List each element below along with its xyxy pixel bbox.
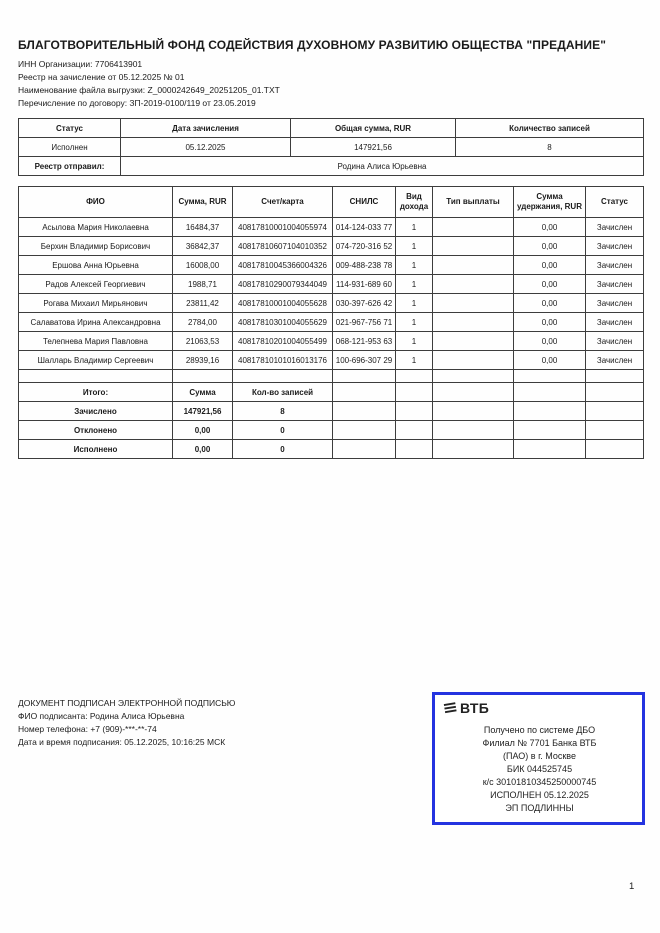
contract-line: Перечисление по договору: ЗП-2019-0100/119 от 23.05.2019 [18,98,256,108]
empty-cell [586,402,644,421]
cell-income-type: 1 [396,332,433,351]
signing-datetime-line: Дата и время подписания: 05.12.2025, 10:16:25 МСК [18,737,226,747]
cell-snils: 074-720-316 52 [333,237,396,256]
col-fio: ФИО [19,187,173,218]
cell-account: 40817810201004055499 [233,332,333,351]
stamp-line: (ПАО) в г. Москве [503,751,576,761]
stamp-line: Филиал № 7701 Банка ВТБ [482,738,597,748]
summary-value-row [19,138,644,157]
signature-title: ДОКУМЕНТ ПОДПИСАН ЭЛЕКТРОННОЙ ПОДПИСЬЮ [18,698,236,708]
totals-row-executed [19,440,644,459]
cell-status: Зачислен [586,275,644,294]
empty-cell [19,370,173,383]
sender-value: Родина Алиса Юрьевна [121,157,644,176]
organization-title: БЛАГОТВОРИТЕЛЬНЫЙ ФОНД СОДЕЙСТВИЯ ДУХОВНОМУ РАЗВИТИЮ ОБЩЕСТВА "ПРЕДАНИЕ" [18,38,607,52]
empty-cell [514,421,586,440]
cell-income-type: 1 [396,313,433,332]
empty-cell [396,421,433,440]
cell-account: 40817810001004055974 [233,218,333,237]
cell-sum: 36842,37 [173,237,233,256]
empty-cell [333,402,396,421]
summary-date: 05.12.2025 [121,138,291,157]
totals-header-row [19,383,644,402]
totals-row-count: 0 [233,440,333,459]
cell-snils: 030-397-626 42 [333,294,396,313]
cell-sum: 16484,37 [173,218,233,237]
empty-cell [514,440,586,459]
col-account: Счет/карта [233,187,333,218]
page-number: 1 [629,881,635,892]
totals-row-sum: 0,00 [173,421,233,440]
col-withhold: Сумма удержания, RUR [514,187,586,218]
cell-withhold: 0,00 [514,351,586,370]
cell-account: 40817810290079344049 [233,275,333,294]
totals-row-rejected [19,421,644,440]
totals-row-sum: 0,00 [173,440,233,459]
summary-count: 8 [456,138,644,157]
col-sum: Сумма, RUR [173,187,233,218]
summary-sender-row [19,157,644,176]
totals-col-sum: Сумма [173,383,233,402]
cell-fio: Телепнева Мария Павловна [19,332,173,351]
empty-cell [514,402,586,421]
cell-snils: 014-124-033 77 [333,218,396,237]
register-table [18,186,644,459]
inn-line: ИНН Организации: 7706413901 [18,59,143,69]
totals-row-sum: 147921,56 [173,402,233,421]
summary-status: Исполнен [19,138,121,157]
totals-row-label: Зачислено [19,402,173,421]
stamp-text [443,724,636,815]
cell-status: Зачислен [586,313,644,332]
cell-payment-type [433,218,514,237]
empty-cell [433,440,514,459]
table-row [19,351,644,370]
cell-sum: 2784,00 [173,313,233,332]
empty-cell [433,421,514,440]
col-payment-type: Тип выплаты [433,187,514,218]
totals-row-label: Отклонено [19,421,173,440]
cell-withhold: 0,00 [514,237,586,256]
col-status: Статус [586,187,644,218]
empty-cell [586,383,644,402]
register-header-row [19,187,644,218]
empty-cell [433,370,514,383]
col-income-type: Вид дохода [396,187,433,218]
summary-table [18,118,644,176]
cell-payment-type [433,332,514,351]
cell-payment-type [433,256,514,275]
cell-fio: Салаватова Ирина Александровна [19,313,173,332]
cell-sum: 23811,42 [173,294,233,313]
cell-status: Зачислен [586,332,644,351]
cell-income-type: 1 [396,351,433,370]
cell-withhold: 0,00 [514,294,586,313]
cell-withhold: 0,00 [514,275,586,294]
col-snils: СНИЛС [333,187,396,218]
table-row [19,332,644,351]
stamp-line: БИК 044525745 [506,764,573,774]
totals-label: Итого: [19,383,173,402]
cell-status: Зачислен [586,256,644,275]
vtb-bank-stamp [432,692,645,825]
table-row [19,256,644,275]
cell-income-type: 1 [396,218,433,237]
cell-payment-type [433,351,514,370]
summary-total: 147921,56 [291,138,456,157]
empty-cell [514,383,586,402]
cell-sum: 1988,71 [173,275,233,294]
cell-account: 40817810001004055628 [233,294,333,313]
table-row [19,294,644,313]
cell-sum: 16008,00 [173,256,233,275]
summary-header-date: Дата зачисления [121,119,291,138]
empty-cell [333,383,396,402]
cell-payment-type [433,275,514,294]
cell-status: Зачислен [586,294,644,313]
empty-cell [233,370,333,383]
cell-withhold: 0,00 [514,313,586,332]
cell-income-type: 1 [396,275,433,294]
empty-cell [396,370,433,383]
cell-fio: Асылова Мария Николаевна [19,218,173,237]
vtb-logo-text: ВТБ [460,700,490,716]
cell-withhold: 0,00 [514,256,586,275]
cell-payment-type [433,313,514,332]
cell-snils: 009-488-238 78 [333,256,396,275]
totals-row-label: Исполнено [19,440,173,459]
table-row [19,275,644,294]
cell-income-type: 1 [396,294,433,313]
cell-account: 40817810045366004326 [233,256,333,275]
sender-label: Реестр отправил: [19,157,121,176]
vtb-wing-icon [443,700,459,719]
cell-withhold: 0,00 [514,332,586,351]
table-row [19,237,644,256]
empty-cell [433,383,514,402]
cell-fio: Рогава Михаил Мирьянович [19,294,173,313]
cell-withhold: 0,00 [514,218,586,237]
cell-status: Зачислен [586,218,644,237]
empty-cell [396,402,433,421]
summary-header-status: Статус [19,119,121,138]
stamp-line: ЭП ПОДЛИННЫ [505,803,574,813]
summary-header-total: Общая сумма, RUR [291,119,456,138]
empty-cell [333,421,396,440]
totals-row-credited [19,402,644,421]
empty-cell [514,370,586,383]
spacer-row [19,370,644,383]
empty-cell [396,440,433,459]
empty-cell [586,421,644,440]
cell-income-type: 1 [396,256,433,275]
cell-fio: Ершова Анна Юрьевна [19,256,173,275]
cell-snils: 068-121-953 63 [333,332,396,351]
empty-cell [333,440,396,459]
cell-status: Зачислен [586,237,644,256]
empty-cell [586,370,644,383]
stamp-line: Получено по системе ДБО [483,725,596,735]
cell-payment-type [433,294,514,313]
summary-header-count: Количество записей [456,119,644,138]
summary-header-row [19,119,644,138]
registry-line: Реестр на зачисление от 05.12.2025 № 01 [18,72,185,82]
cell-account: 40817810607104010352 [233,237,333,256]
vtb-logo [443,700,636,718]
empty-cell [586,440,644,459]
cell-fio: Берхин Владимир Борисович [19,237,173,256]
cell-fio: Радов Алексей Георгиевич [19,275,173,294]
cell-fio: Шалларь Владимир Сергеевич [19,351,173,370]
cell-sum: 28939,16 [173,351,233,370]
table-row [19,313,644,332]
signer-phone-line: Номер телефона: +7 (909)-***-**-74 [18,724,157,734]
cell-snils: 114-931-689 60 [333,275,396,294]
totals-row-count: 0 [233,421,333,440]
empty-cell [173,370,233,383]
file-line: Наименование файла выгрузки: Z_0000242649_20251205_01.TXT [18,85,280,95]
empty-cell [333,370,396,383]
totals-col-count: Кол-во записей [233,383,333,402]
cell-sum: 21063,53 [173,332,233,351]
signature-block [18,697,235,749]
empty-cell [396,383,433,402]
document-content [18,38,643,459]
empty-cell [433,402,514,421]
cell-account: 40817810101016013176 [233,351,333,370]
cell-snils: 100-696-307 29 [333,351,396,370]
signer-name-line: ФИО подписанта: Родина Алиса Юрьевна [18,711,185,721]
stamp-line: ИСПОЛНЕН 05.12.2025 [490,790,589,800]
stamp-line: к/с 30101810345250000745 [482,777,597,787]
table-row [19,218,644,237]
cell-snils: 021-967-756 71 [333,313,396,332]
cell-income-type: 1 [396,237,433,256]
cell-payment-type [433,237,514,256]
totals-row-count: 8 [233,402,333,421]
cell-account: 40817810301004055629 [233,313,333,332]
cell-status: Зачислен [586,351,644,370]
